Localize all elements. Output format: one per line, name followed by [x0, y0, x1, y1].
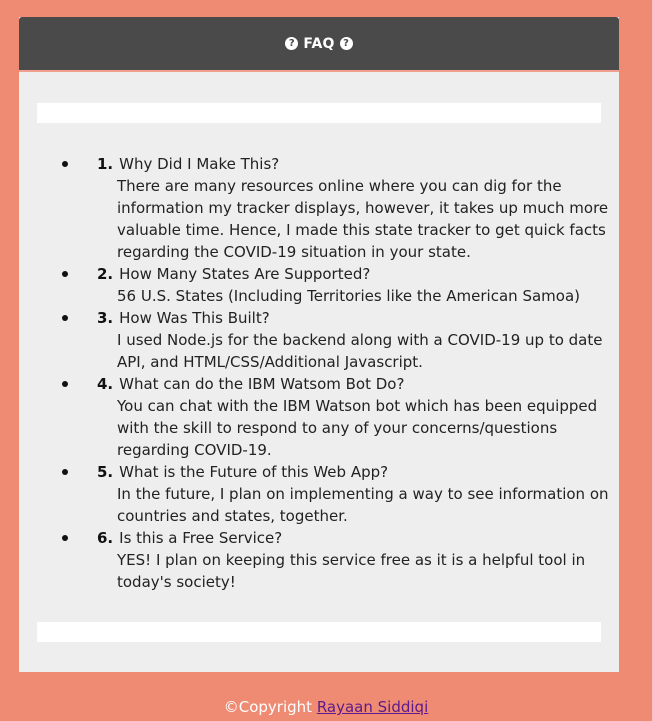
faq-item [57, 461, 617, 527]
faq-title: FAQ [303, 35, 335, 52]
faq-list [57, 153, 617, 593]
faq-number: 3. [97, 309, 114, 327]
faq-number: 6. [97, 529, 114, 547]
faq-answer: You can chat with the IBM Watson bot which has been equipped with the skill to respond to any of your concerns/questions regarding COVID-19. [117, 397, 598, 459]
faq-number: 5. [97, 463, 114, 481]
faq-answer: In the future, I plan on implementing a way to see information on countries and states, together. [117, 485, 609, 525]
faq-item [57, 307, 617, 373]
faq-answer: 56 U.S. States (Including Territories like the American Samoa) [117, 287, 580, 305]
author-link[interactable]: Rayaan Siddiqi [316, 698, 429, 716]
faq-number: 4. [97, 375, 114, 393]
faq-header [19, 17, 619, 72]
faq-number: 1. [97, 155, 114, 173]
question-circle-icon: ? [340, 37, 353, 50]
faq-answer: I used Node.js for the backend along with a COVID-19 up to date API, and HTML/CSS/Additional Javascript. [117, 331, 603, 371]
faq-answer: YES! I plan on keeping this service free as it is a helpful tool in today's society! [117, 551, 586, 591]
footer [0, 698, 652, 716]
faq-question: Is this a Free Service? [119, 529, 283, 547]
bottom-divider-bar [37, 622, 601, 642]
copyright-text: ©Copyright [223, 698, 313, 716]
faq-answer: There are many resources online where you can dig for the information my tracker displays, however, it takes up much more valuable time. Hence, I made this state tracker to get quick facts regarding the COVID-19 situation in your state. [117, 177, 609, 261]
faq-item [57, 263, 617, 307]
question-circle-icon: ? [285, 37, 298, 50]
faq-number: 2. [97, 265, 114, 283]
faq-question: What is the Future of this Web App? [119, 463, 389, 481]
faq-question: Why Did I Make This? [119, 155, 280, 173]
faq-item [57, 153, 617, 263]
faq-item [57, 527, 617, 593]
faq-question: What can do the IBM Watsom Bot Do? [119, 375, 405, 393]
faq-card [19, 17, 619, 672]
faq-item [57, 373, 617, 461]
faq-question: How Many States Are Supported? [119, 265, 371, 283]
faq-question: How Was This Built? [119, 309, 270, 327]
top-divider-bar [37, 103, 601, 123]
